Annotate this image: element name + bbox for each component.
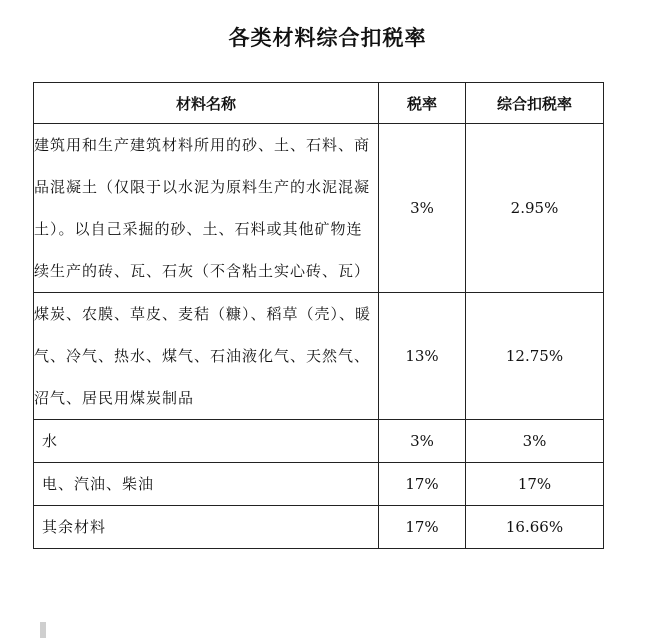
composite-rate-cell: 3% <box>466 420 604 463</box>
material-name-cell: 其余材料 <box>34 506 379 549</box>
tax-rate-table <box>33 82 604 549</box>
page-edge-marker <box>40 622 46 638</box>
material-name-cell: 建筑用和生产建筑材料所用的砂、土、石料、商品混凝土（仅限于以水泥为原料生产的水泥混凝土）。以自己采掘的砂、土、石料或其他矿物连续生产的砖、瓦、石灰（不含粘土实心砖、瓦） <box>34 124 379 293</box>
table-row <box>34 124 604 293</box>
header-composite-rate: 综合扣税率 <box>466 83 604 124</box>
tax-rate-cell: 3% <box>379 420 466 463</box>
table-row <box>34 506 604 549</box>
header-tax-rate: 税率 <box>379 83 466 124</box>
tax-rate-cell: 3% <box>379 124 466 293</box>
composite-rate-cell: 17% <box>466 463 604 506</box>
material-name-cell: 煤炭、农膜、草皮、麦秸（糠）、稻草（壳）、暖气、冷气、热水、煤气、石油液化气、天然气、沼气、居民用煤炭制品 <box>34 293 379 420</box>
material-name-cell: 电、汽油、柴油 <box>34 463 379 506</box>
document-title: 各类材料综合扣税率 <box>228 25 427 50</box>
table-header-row <box>34 83 604 124</box>
table-row <box>34 293 604 420</box>
header-material-name: 材料名称 <box>34 83 379 124</box>
composite-rate-cell: 16.66% <box>466 506 604 549</box>
tax-rate-cell: 13% <box>379 293 466 420</box>
composite-rate-cell: 2.95% <box>466 124 604 293</box>
composite-rate-cell: 12.75% <box>466 293 604 420</box>
tax-rate-cell: 17% <box>379 506 466 549</box>
table-row <box>34 420 604 463</box>
table-row <box>34 463 604 506</box>
material-name-cell: 水 <box>34 420 379 463</box>
tax-rate-cell: 17% <box>379 463 466 506</box>
